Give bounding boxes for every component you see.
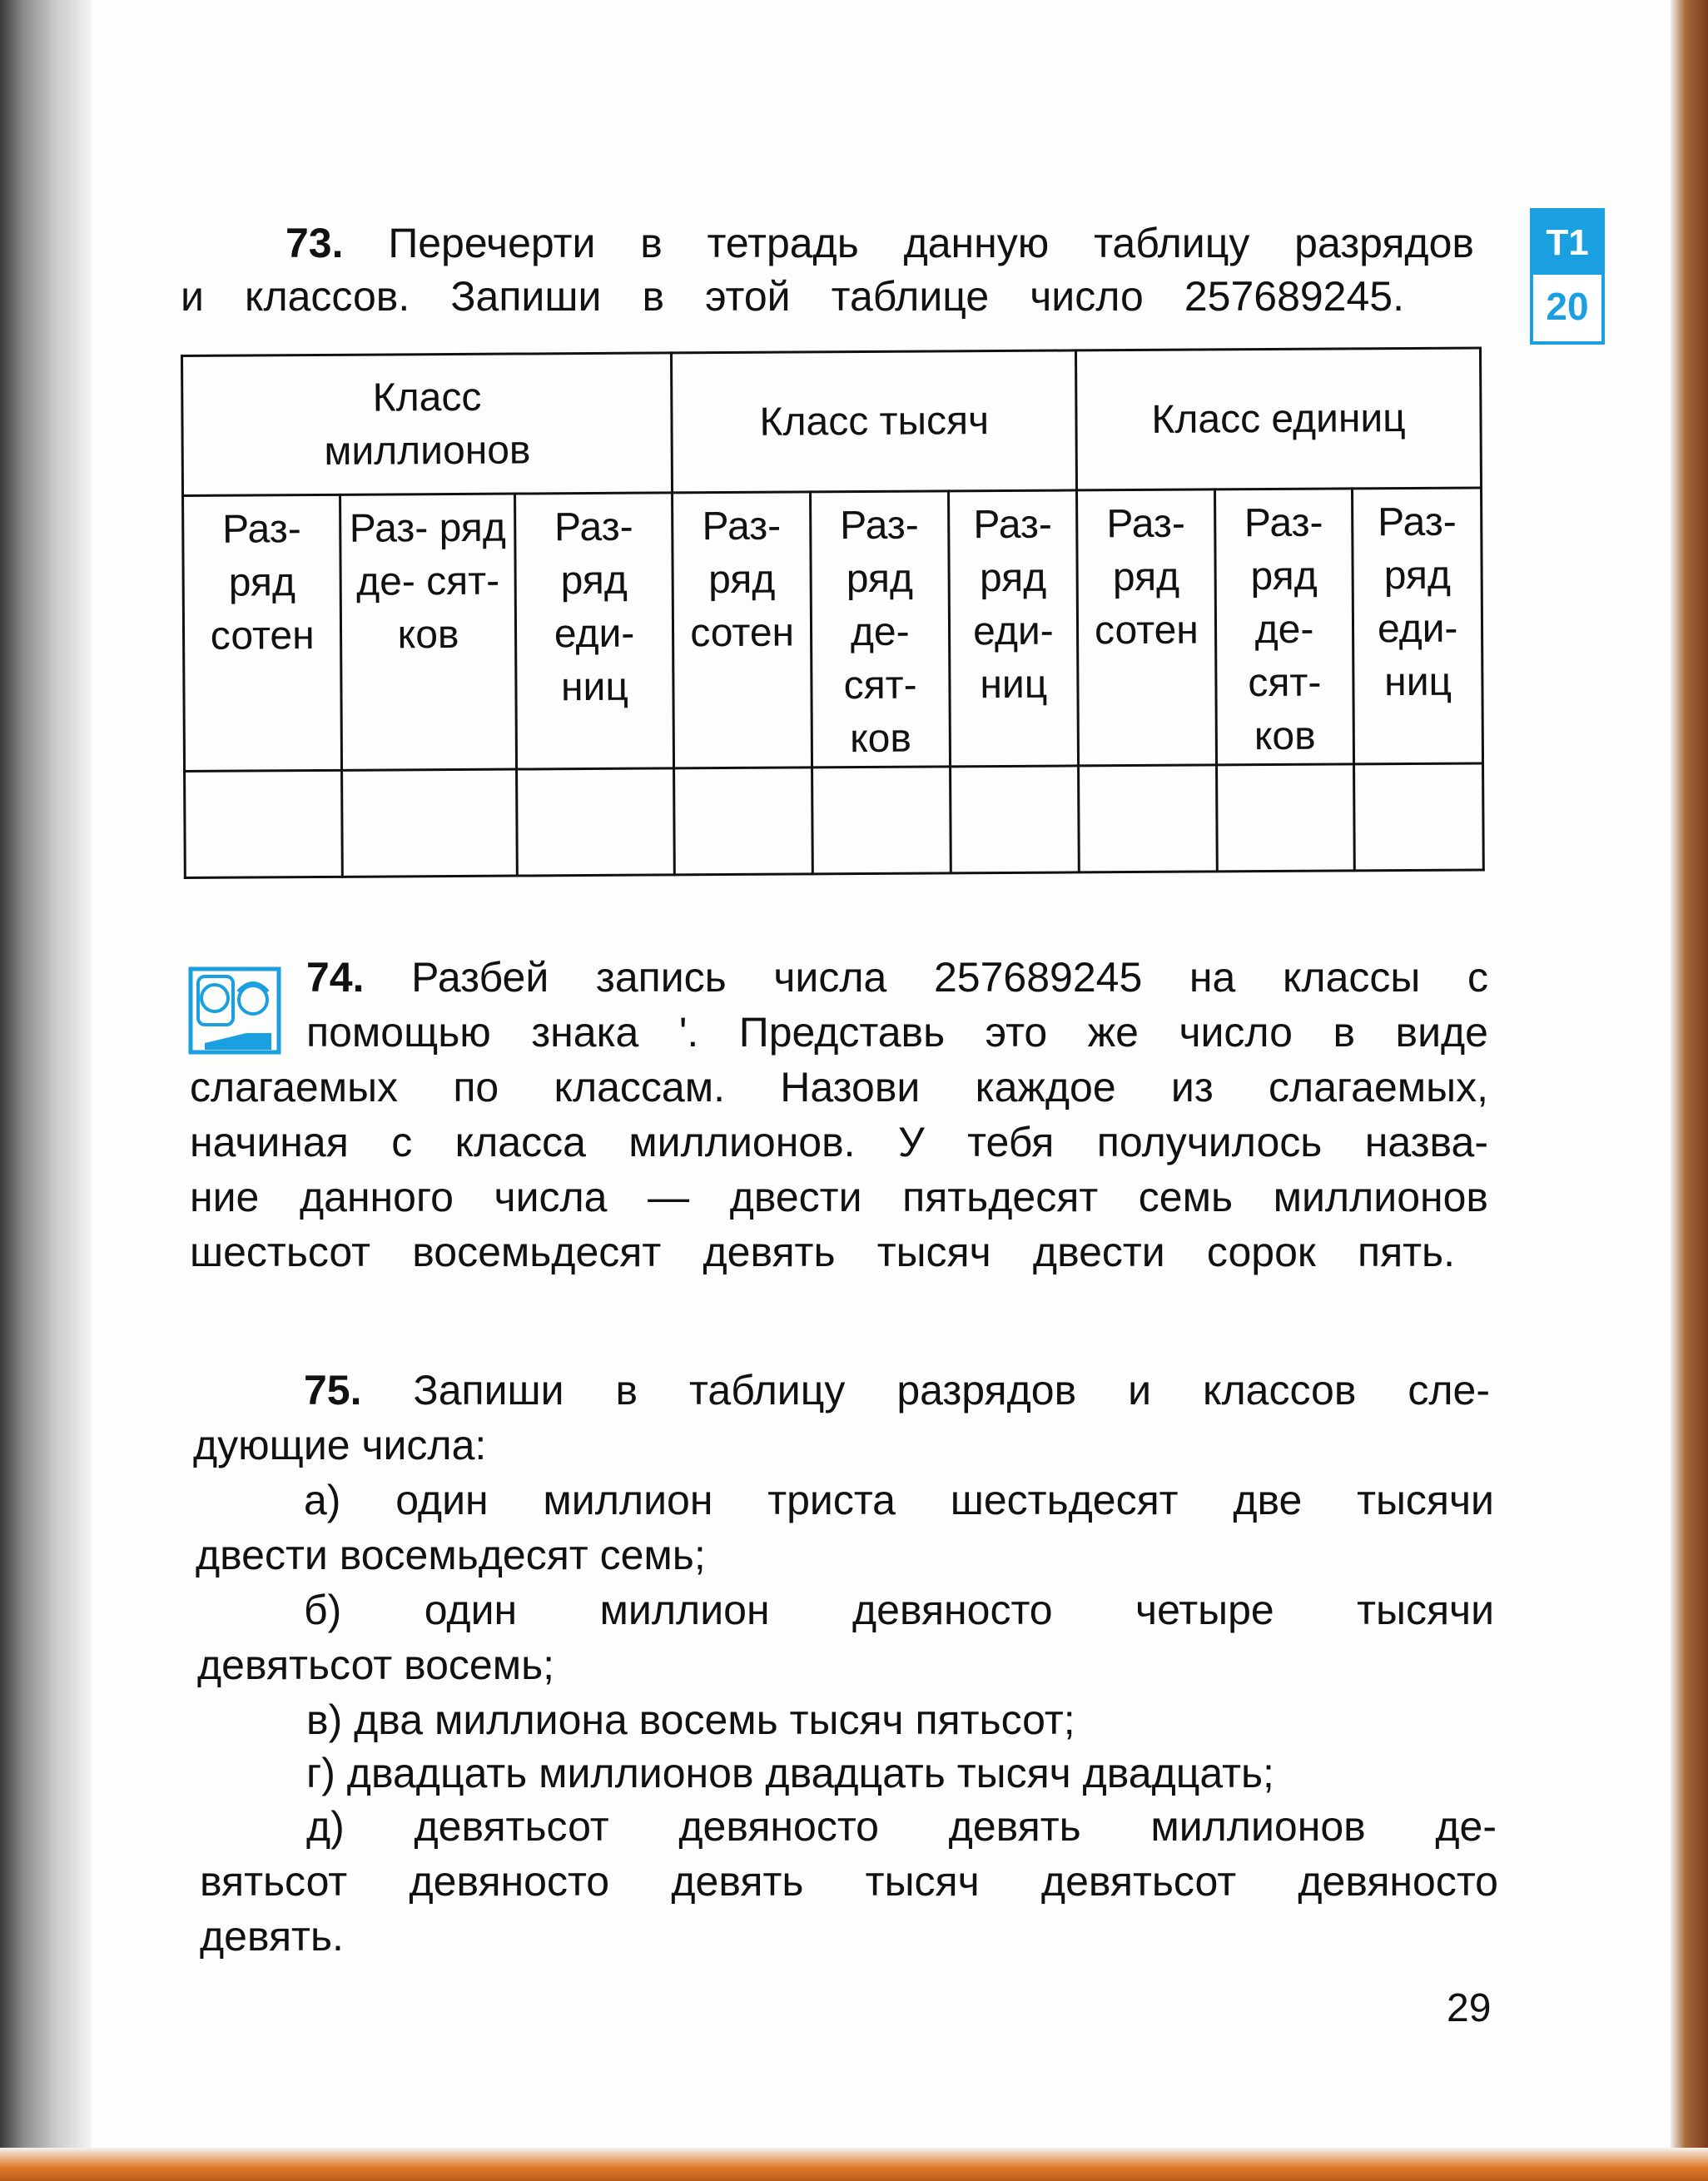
rank-cell: Раз- ряд сотен — [1077, 489, 1216, 766]
class-units: Класс единиц — [1076, 348, 1482, 490]
rank-cell: Раз- ряд еди- ниц — [948, 490, 1079, 767]
ex75-item-g: г) двадцать миллионов двадцать тысяч двадцать; — [306, 1750, 1274, 1796]
ex73-line-2: и классов. Запиши в этой таблице число 257689245. — [181, 273, 1404, 320]
ex75-line: дующие числа: — [193, 1422, 487, 1468]
empty-cell — [1354, 763, 1483, 871]
ex74-text: Разбей запись числа 257689245 на классы с — [411, 954, 1488, 1001]
book-gutter — [0, 0, 92, 2181]
empty-cell — [1216, 764, 1355, 872]
ex74-line: помощью знака ʹ. Представь это же число в виде — [306, 1009, 1488, 1056]
empty-cell — [342, 769, 517, 877]
ex75-item-a: а) один миллион триста шестьдесят две тысячи — [304, 1477, 1494, 1523]
ex73-number: 73. — [285, 220, 344, 266]
class-millions: Класс миллионов — [182, 353, 673, 496]
section-badge — [1530, 208, 1605, 345]
rank-cell: Раз- ряд де- сят- ков — [810, 491, 950, 768]
empty-cell — [812, 767, 951, 874]
ex74-line: ние данного числа — двести пятьдесят семь миллионов — [190, 1174, 1488, 1220]
ex73-line-1 — [285, 218, 1474, 268]
rank-cell: Раз- ряд еди- ниц — [514, 493, 674, 769]
page-edge-right — [1671, 0, 1708, 2181]
ex75-item-b: б) один миллион девяносто четыре тысячи — [304, 1587, 1494, 1633]
ex75-line: девять. — [200, 1913, 344, 1960]
empty-cell — [185, 770, 343, 877]
class-thousands: Класс тысяч — [672, 350, 1077, 493]
ex74-line-1 — [306, 952, 1488, 1002]
badge-top: T1 — [1533, 211, 1601, 275]
ex74-line: шестьсот восемьдесят девять тысяч двести сорок пять. — [190, 1229, 1455, 1275]
ex75-line: вятьсот девяносто девять тысяч девятьсот девяносто — [200, 1858, 1498, 1905]
pair-work-icon — [188, 966, 281, 1055]
empty-cell — [516, 768, 675, 876]
ex75-number: 75. — [304, 1367, 362, 1413]
ex75-line: девятьсот восемь; — [197, 1642, 555, 1688]
rank-cell: Раз- ряд еди- ниц — [1353, 488, 1483, 764]
ex73-text: Перечерти в тетрадь данную таблицу разрядов — [388, 220, 1474, 266]
ex75-line-1 — [304, 1365, 1490, 1415]
rank-cell: Раз- ряд де- сят- ков — [340, 494, 516, 770]
empty-cell — [950, 766, 1079, 873]
rank-cell: Раз- ряд сотен — [673, 492, 812, 768]
page-number: 29 — [1447, 1986, 1492, 2030]
ex74-number: 74. — [306, 954, 365, 1001]
ex74-line: слагаемых по классам. Назови каждое из слагаемых, — [190, 1064, 1488, 1110]
ex75-line: двести восемьдесят семь; — [196, 1532, 706, 1578]
ex75-item-v: в) два миллиона восемь тысяч пятьсот; — [306, 1697, 1075, 1743]
rank-class-table — [181, 346, 1485, 879]
empty-cell — [1079, 765, 1217, 872]
ex75-item-d: д) девятьсот девяносто девять миллионов де- — [306, 1803, 1497, 1850]
ex75-text: Запиши в таблицу разрядов и классов сле- — [413, 1367, 1490, 1413]
empty-cell — [674, 768, 812, 875]
badge-bottom: 20 — [1546, 285, 1589, 328]
page-edge-bottom — [0, 2148, 1708, 2181]
rank-cell: Раз- ряд де- сят- ков — [1214, 489, 1354, 765]
rank-cell: Раз- ряд сотен — [183, 494, 342, 771]
ex74-line: начиная с класса миллионов. У тебя получилось назва- — [190, 1119, 1488, 1165]
